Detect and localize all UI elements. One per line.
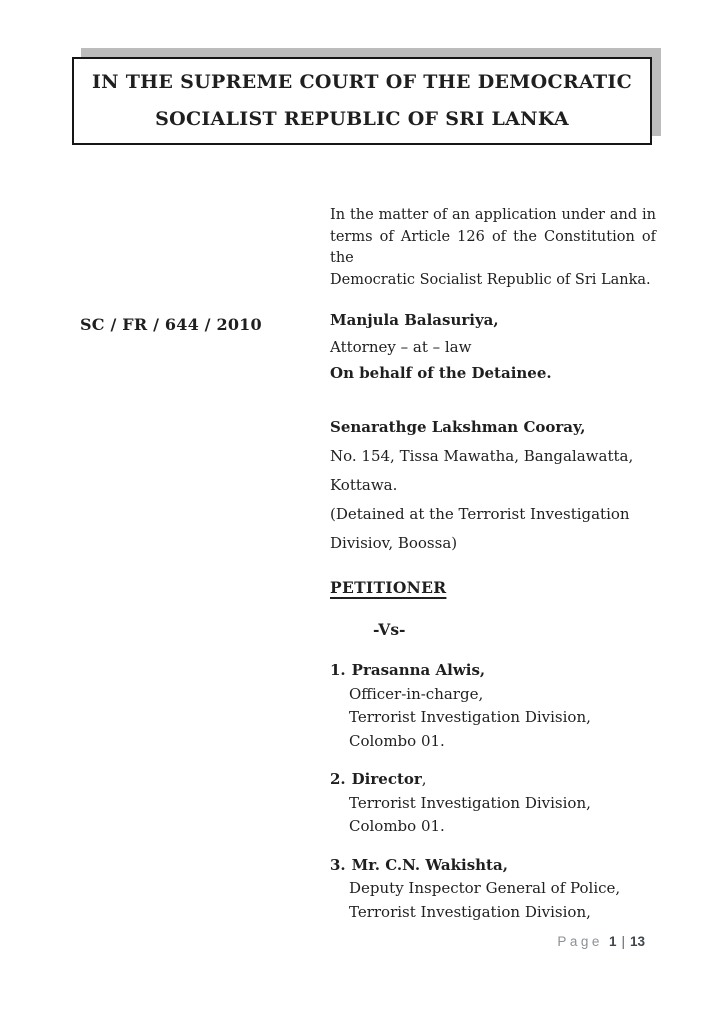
respondent-1-number: 1. [330,661,346,679]
footer-page-number: 1 [608,934,617,949]
matter-line-2: terms of Article 126 of the Constitution of the [330,228,656,266]
respondent-item-2 [330,768,660,839]
respondent-1-line-3: Colombo 01. [349,731,445,750]
respondent-3-line-2: Terrorist Investigation Division, [349,902,591,921]
respondent-3-line-1: Deputy Inspector General of Police, [349,879,621,897]
matter-line-1: In the matter of an application under and in [330,207,656,223]
detainee-address-line-1: No. 154, Tissa Mawatha, Bangalawatta, [330,447,634,465]
footer-total-pages: 13 [629,934,645,949]
respondent-1-line-1: Officer-in-charge, [349,684,484,703]
page-footer [557,934,645,949]
respondent-3-name-line [330,854,660,878]
respondent-2-name-line: 2. Director, [330,770,427,788]
detainee-block [330,413,633,558]
detainee-detention-line-2: Divisiov, Boossa) [330,534,458,552]
respondent-1-name-line [330,659,660,683]
detainee-address-line-2: Kottawa. [330,476,398,494]
respondent-3-name: Mr. C.N. Wakishta, [351,855,508,874]
footer-page-word: Page [557,934,603,949]
counsel-designation: Attorney – at – law [330,337,472,356]
matter-line-3: Democratic Socialist Republic of Sri Lanka. [330,271,651,288]
counsel-block [330,307,552,387]
respondent-2-line-1: Terrorist Investigation Division, [349,793,591,812]
respondent-item-1 [330,659,660,753]
respondent-1-name: Prasanna Alwis, [351,661,486,679]
counsel-name: Manjula Balasuriya, [330,311,499,329]
matter-paragraph [330,205,656,291]
respondent-2-number: 2. [330,770,346,788]
case-number: SC / FR / 644 / 2010 [80,315,262,334]
court-title-box [72,57,652,145]
counsel-on-behalf: On behalf of the Detainee. [330,364,552,382]
respondent-2-name: Director [351,770,422,788]
detainee-detention-line-1: (Detained at the Terrorist Investigation [330,505,630,523]
detainee-name: Senarathge Lakshman Cooray, [330,418,586,436]
respondents-list [330,659,660,924]
petitioner-label: PETITIONER [330,578,447,597]
court-title-line-1: IN THE SUPREME COURT OF THE DEMOCRATIC [91,71,633,93]
versus-label: -Vs- [373,620,406,639]
respondent-1-line-2: Terrorist Investigation Division, [349,708,591,726]
footer-separator: | [621,934,625,949]
respondent-item-3 [330,854,660,925]
respondent-3-number: 3. [330,855,346,874]
court-title-line-2: SOCIALIST REPUBLIC OF SRI LANKA [155,108,569,130]
respondent-2-line-2: Colombo 01. [349,817,445,835]
